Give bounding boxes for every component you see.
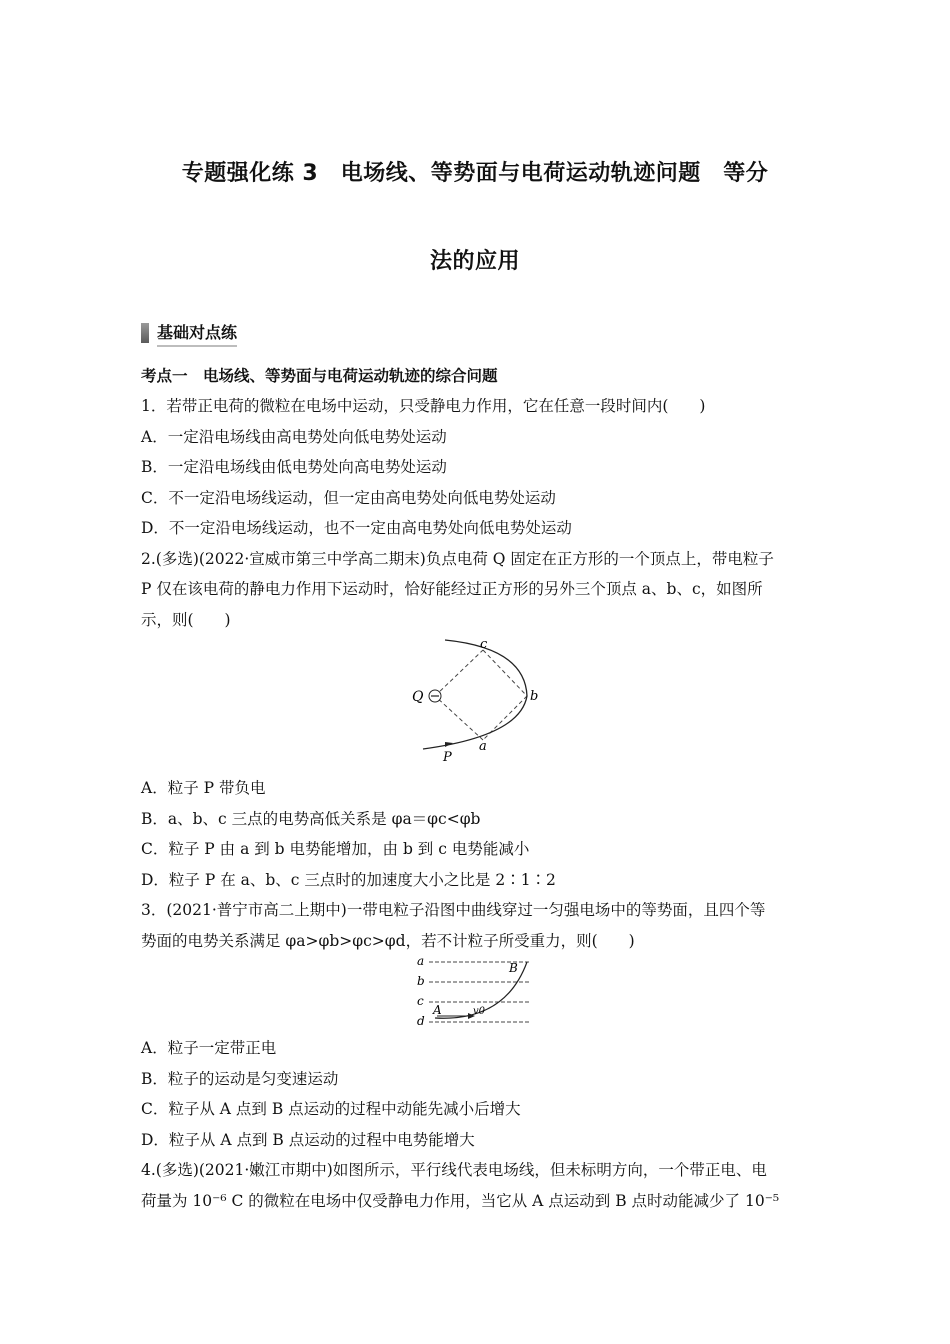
section-marker-icon [141,323,149,343]
section-header [141,320,237,346]
question-3-option-a: A．粒子一定带正电 [141,1039,277,1057]
question-3-stem-line-2: 势面的电势关系满足 φa>φb>φc>φd，若不计粒子所受重力，则( ) [141,932,635,950]
question-3-option-b: B．粒子的运动是匀变速运动 [141,1070,339,1088]
question-2-option-b: B．a、b、c 三点的电势高低关系是 φa＝φc<φb [141,810,481,828]
question-1-option-a: A．一定沿电场线由高电势处向低电势处运动 [141,428,447,446]
label-c: c [417,994,424,1008]
label-c: c [480,637,488,652]
question-1-option-b: B．一定沿电场线由低电势处向高电势处运动 [141,458,447,476]
label-a: a [479,739,487,754]
question-2-option-c: C．粒子 P 由 a 到 b 电势能增加，由 b 到 c 电势能减小 [141,840,530,858]
page-title-line-1: 专题强化练 3 电场线、等势面与电荷运动轨迹问题 等分 [181,161,769,186]
question-2-stem-line-2: P 仅在该电荷的静电力作用下运动时，恰好能经过正方形的另外三个顶点 a、b、c，如图所 [141,580,763,598]
question-3-stem-line-1: 3．(2021·普宁市高二上期中)一带电粒子沿图中曲线穿过一匀强电场中的等势面，且四个等 [141,901,766,919]
topic-heading: 考点一 电场线、等势面与电荷运动轨迹的综合问题 [141,366,498,385]
question-2-stem-line-3: 示，则( ) [141,611,231,629]
question-1-stem: 1．若带正电荷的微粒在电场中运动，只受静电力作用，它在任意一段时间内( ) [141,397,706,415]
question-4-stem-line-2: 荷量为 10⁻⁶ C 的微粒在电场中仅受静电力作用，当它从 A 点运动到 B 点时动能减少了 10⁻⁵ [141,1192,780,1210]
section-title: 基础对点练 [157,320,237,347]
label-b: b [530,689,539,704]
question-2-option-a: A．粒子 P 带负电 [141,779,266,797]
label-B: B [509,961,518,975]
question-3-figure [415,954,535,1030]
question-3-option-d: D．粒子从 A 点到 B 点运动的过程中电势能增大 [141,1131,475,1149]
question-1-option-d: D．不一定沿电场线运动，也不一定由高电势处向低电势处运动 [141,519,572,537]
label-d: d [417,1014,425,1028]
question-2-figure [405,636,555,764]
label-A: A [433,1003,442,1017]
label-v0: v0 [473,1006,486,1017]
page-title-line-2: 法的应用 [429,249,520,274]
label-Q: Q [412,689,424,705]
question-2-option-d: D．粒子 P 在 a、b、c 三点时的加速度大小之比是 2∶1∶2 [141,871,556,889]
question-2-stem-line-1: 2.(多选)(2022·宣威市第三中学高二期末)负点电荷 Q 固定在正方形的一个顶点上，带电粒子 [141,550,774,568]
label-P: P [443,750,452,764]
question-3-option-c: C．粒子从 A 点到 B 点运动的过程中动能先减小后增大 [141,1100,521,1118]
question-1-option-c: C．不一定沿电场线运动，但一定由高电势处向低电势处运动 [141,489,556,507]
label-a: a [417,954,425,968]
label-b: b [417,974,425,988]
question-4-stem-line-1: 4.(多选)(2021·嫩江市期中)如图所示，平行线代表电场线，但未标明方向，一个带正电、电 [141,1161,767,1179]
